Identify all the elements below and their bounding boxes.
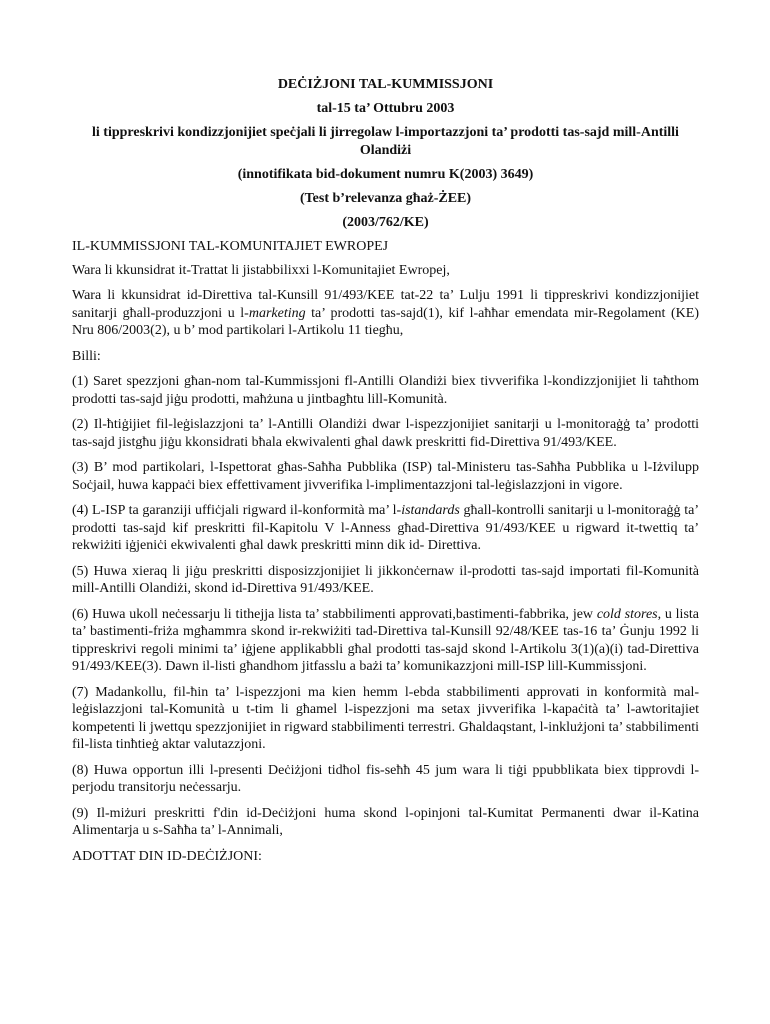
recital-8: (8) Huwa opportun illi l-presenti Deċiżjoni tidħol fis-seħħ 45 jum wara li tiġi ppubblikata biex tipprovdi l-perjodu transitorju neċessarju. bbox=[72, 762, 699, 795]
decision-number: (2003/762/KE) bbox=[342, 215, 429, 230]
recital-directive bbox=[72, 287, 699, 340]
recital-directive-emphasis: marketing bbox=[248, 305, 306, 321]
decision-subject: li tippreskrivi kondizzjonijiet speċjali li jirregolaw l-importazzjoni ta’ prodotti tas-sajd mill-Antilli Olandiżi bbox=[92, 125, 679, 158]
adoption-heading: ADOTTAT DIN ID-DEĊIŻJONI: bbox=[72, 848, 262, 864]
recital-6-emphasis: cold stores bbox=[596, 606, 658, 622]
recital-2: (2) Il-ħtiġijiet fil-leġislazzjoni ta’ l-Antilli Olandiżi dwar l-ispezzjonijiet sanitarji u l-monitoraġġ ta’ prodotti tas-sajd jistgħu jiġu kkonsidrati bħala ekwivalenti għal dawk preskritti fid-Direttiva 91/493/KEE. bbox=[72, 417, 699, 450]
institution-heading: IL-KUMMISSJONI TAL-KOMUNITAJIET EWROPEJ bbox=[72, 239, 389, 254]
recital-1: (1) Saret spezzjoni għan-nom tal-Kummissjoni fl-Antilli Olandiżi biex tivverifika l-kondizzjonijiet li taħthom prodotti tas-sajd jiġu prodotti, maħżuna u jintbagħtu lill-Komunità. bbox=[72, 374, 699, 407]
document-page bbox=[72, 76, 699, 871]
recital-treaty: Wara li kkunsidrat it-Trattat li jistabbilixxi l-Komunitajiet Ewropej, bbox=[72, 262, 450, 278]
recital-7: (7) Madankollu, fil-ħin ta’ l-ispezzjoni ma kien hemm l-ebda stabbilimenti approvati in konformità mal-leġislazzjoni tal-Komunità u t-tim li għamel l-ispezzjoni ma setax jivverifika l-kapaċità ta’ l-awtoritajiet kompetenti li jwettqu spezzjonijiet in rigward stabbilimenti terrestri. Għaldaqstant, l-inklużjoni ta’ stabbilimenti fil-lista tinħtieġ aktar valutazzjoni. bbox=[72, 684, 699, 752]
decision-date: tal-15 ta’ Ottubru 2003 bbox=[316, 101, 455, 116]
recital-6-text-a: (6) Huwa ukoll neċessarju li tithejja lista ta’ stabbilimenti approvati,bastimenti-fabbrika, jew bbox=[72, 606, 597, 622]
recital-4-text-a: (4) L-ISP ta garanziji uffiċjali rigward il-konformità ma’ l- bbox=[72, 503, 402, 518]
recital-4-emphasis: istandards bbox=[401, 503, 460, 518]
recital-directive-text-a: Wara li kkunsidrat id-Direttiva tal-Kunsill 91/493/KEE tat-22 ta’ Lulju 1991 li tippreskrivi kondizzjonijiet sanitarji għall-produzzjoni u l- bbox=[72, 288, 699, 321]
eea-relevance: (Test b’relevanza għaż-ŻEE) bbox=[299, 191, 472, 206]
whereas-heading: Billi: bbox=[72, 348, 101, 364]
recital-9: (9) Il-miżuri preskritti f'din id-Deċiżjoni huma skond l-opinjoni tal-Kumitat Permanenti dwar il-Katina Alimentarja u s-Saħħa ta’ l-Annimali, bbox=[72, 805, 699, 838]
recital-directive-text-b: ta’ prodotti tas-sajd(1), kif l-aħħar emendata mir-Regolament (KE) Nru 806/2003(2), u b’ mod partikolari l-Artikolu 11 tiegħu, bbox=[72, 305, 699, 338]
recital-4 bbox=[72, 502, 699, 555]
notification-reference: (innotifikata bid-dokument numru K(2003) 3649) bbox=[237, 167, 534, 182]
decision-title: DEĊIŻJONI TAL-KUMMISSJONI bbox=[277, 77, 494, 92]
recital-4-text-b: għall-kontrolli sanitarji u l-monitoraġġ ta’ prodotti tas-sajd kif preskritti fil-Kapitolu V l-Anness għad-Direttiva 91/493/KEE u rigward it-twettiq ta’ rekwiżiti iġjeniċi ekwivalenti għal dawk preskritti minn dik id- Direttiva. bbox=[72, 503, 699, 553]
recital-3: (3) B’ mod partikolari, l-Ispettorat għas-Saħħa Pubblika (ISP) tal-Ministeru tas-Saħħa Pubblika u l-Iżvilupp Soċjail, huwa kappaċi biex effettivament jivverifika l-implimentazzjoni tal-leġislazzjoni in vigore. bbox=[72, 460, 699, 493]
recital-5: (5) Huwa xieraq li jiġu preskritti disposizzjonijiet li jikkonċernaw il-prodotti tas-sajd importati fil-Komunità mill-Antilli Olandiżi, skond id-Direttiva 91/493/KEE. bbox=[72, 563, 699, 596]
recital-6 bbox=[72, 606, 699, 676]
recital-6-text-b: , u lista ta’ bastimenti-friża mgħammra skond ir-rekwiżiti tad-Direttiva tal-Kunsill 92/48/KEE tas-16 ta’ Ġunju 1992 li tippreskrivi regoli minimi ta’ iġjene applikabbli għal prodotti tas-sajd skond l-Artikolu 3(1)(a)(i) tad-Direttiva 91/493/KEE(3). Dawn il-listi għandhom jitfasslu a bażi ta’ komunikazzjoni mill-ISP lill-Kummissjoni. bbox=[72, 606, 699, 674]
